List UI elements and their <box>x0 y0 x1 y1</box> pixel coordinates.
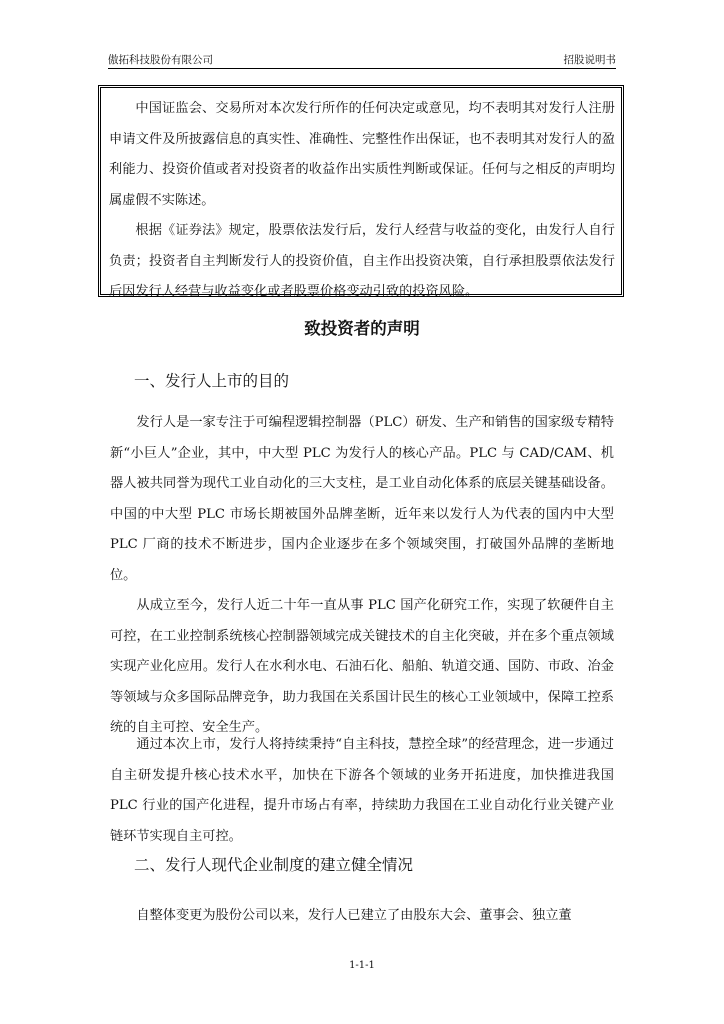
page-number: 1-1-1 <box>349 960 375 971</box>
page-header <box>108 50 616 69</box>
header-company-name: 傲拓科技股份有限公司 <box>108 54 213 66</box>
header-document-type: 招股说明书 <box>563 54 616 66</box>
section-1-paragraph-2: 从成立至今，发行人近二十年一直从事 PLC 国产化研究工作，实现了软硬件自主可控，在工业控制系统核心控制器领域完成关键技术的自主化突破，并在多个重点领域实现产业化应用。发行人在水利水电、石油石化、船舶、轨道交通、国防、市政、冶金等领域与众多国际品牌竞争，助力我国在关系国计民生的核心工业领域中，保障工控系统的自主可控、安全生产。 <box>110 598 614 735</box>
notice-paragraph-2: 根据《证券法》规定，股票依法发行后，发行人经营与收益的变化，由发行人自行负责；投资者自主判断发行人的投资价值，自主作出投资决策，自行承担股票依法发行后因发行人经营与收益变化或者股票价格变动引致的投资风险。 <box>109 223 615 300</box>
section-2-paragraph-1: 自整体变更为股份公司以来，发行人已建立了由股东大会、董事会、独立董 <box>136 908 572 923</box>
regulatory-notice-box <box>98 85 624 300</box>
section-2-heading: 二、发行人现代企业制度的建立健全情况 <box>134 856 414 874</box>
page-title: 致投资者的声明 <box>304 319 420 338</box>
section-1-heading: 一、发行人上市的目的 <box>134 372 290 390</box>
notice-paragraph-1: 中国证监会、交易所对本次发行所作的任何决定或意见，均不表明其对发行人注册申请文件及所披露信息的真实性、准确性、完整性作出保证，也不表明其对发行人的盈利能力、投资价值或者对投资者的收益作出实质性判断或保证。任何与之相反的声明均属虚假不实陈述。 <box>109 101 615 208</box>
section-1-paragraph-1: 发行人是一家专注于可编程逻辑控制器（PLC）研发、生产和销售的国家级专精特新“小巨人”企业，其中，中大型 PLC 为发行人的核心产品。PLC 与 CAD/CAM、机器人被共同誉为现代工业自动化的三大支柱，是工业自动化体系的底层关键基础设备。中国的中大型 PLC 市场长期被国外品牌垄断，近年来以发行人为代表的国内中大型 PLC 厂商的技术不断进步，国内企业逐步在多个领域突围，打破国外品牌的垄断地位。 <box>110 415 614 583</box>
section-1-paragraph-3: 通过本次上市，发行人将持续秉持“自主科技，慧控全球”的经营理念，进一步通过自主研发提升核心技术水平，加快在下游各个领域的业务开拓进度，加快推进我国 PLC 行业的国产化进程，提升市场占有率，持续助力我国在工业自动化行业关键产业链环节实现自主可控。 <box>110 737 614 844</box>
